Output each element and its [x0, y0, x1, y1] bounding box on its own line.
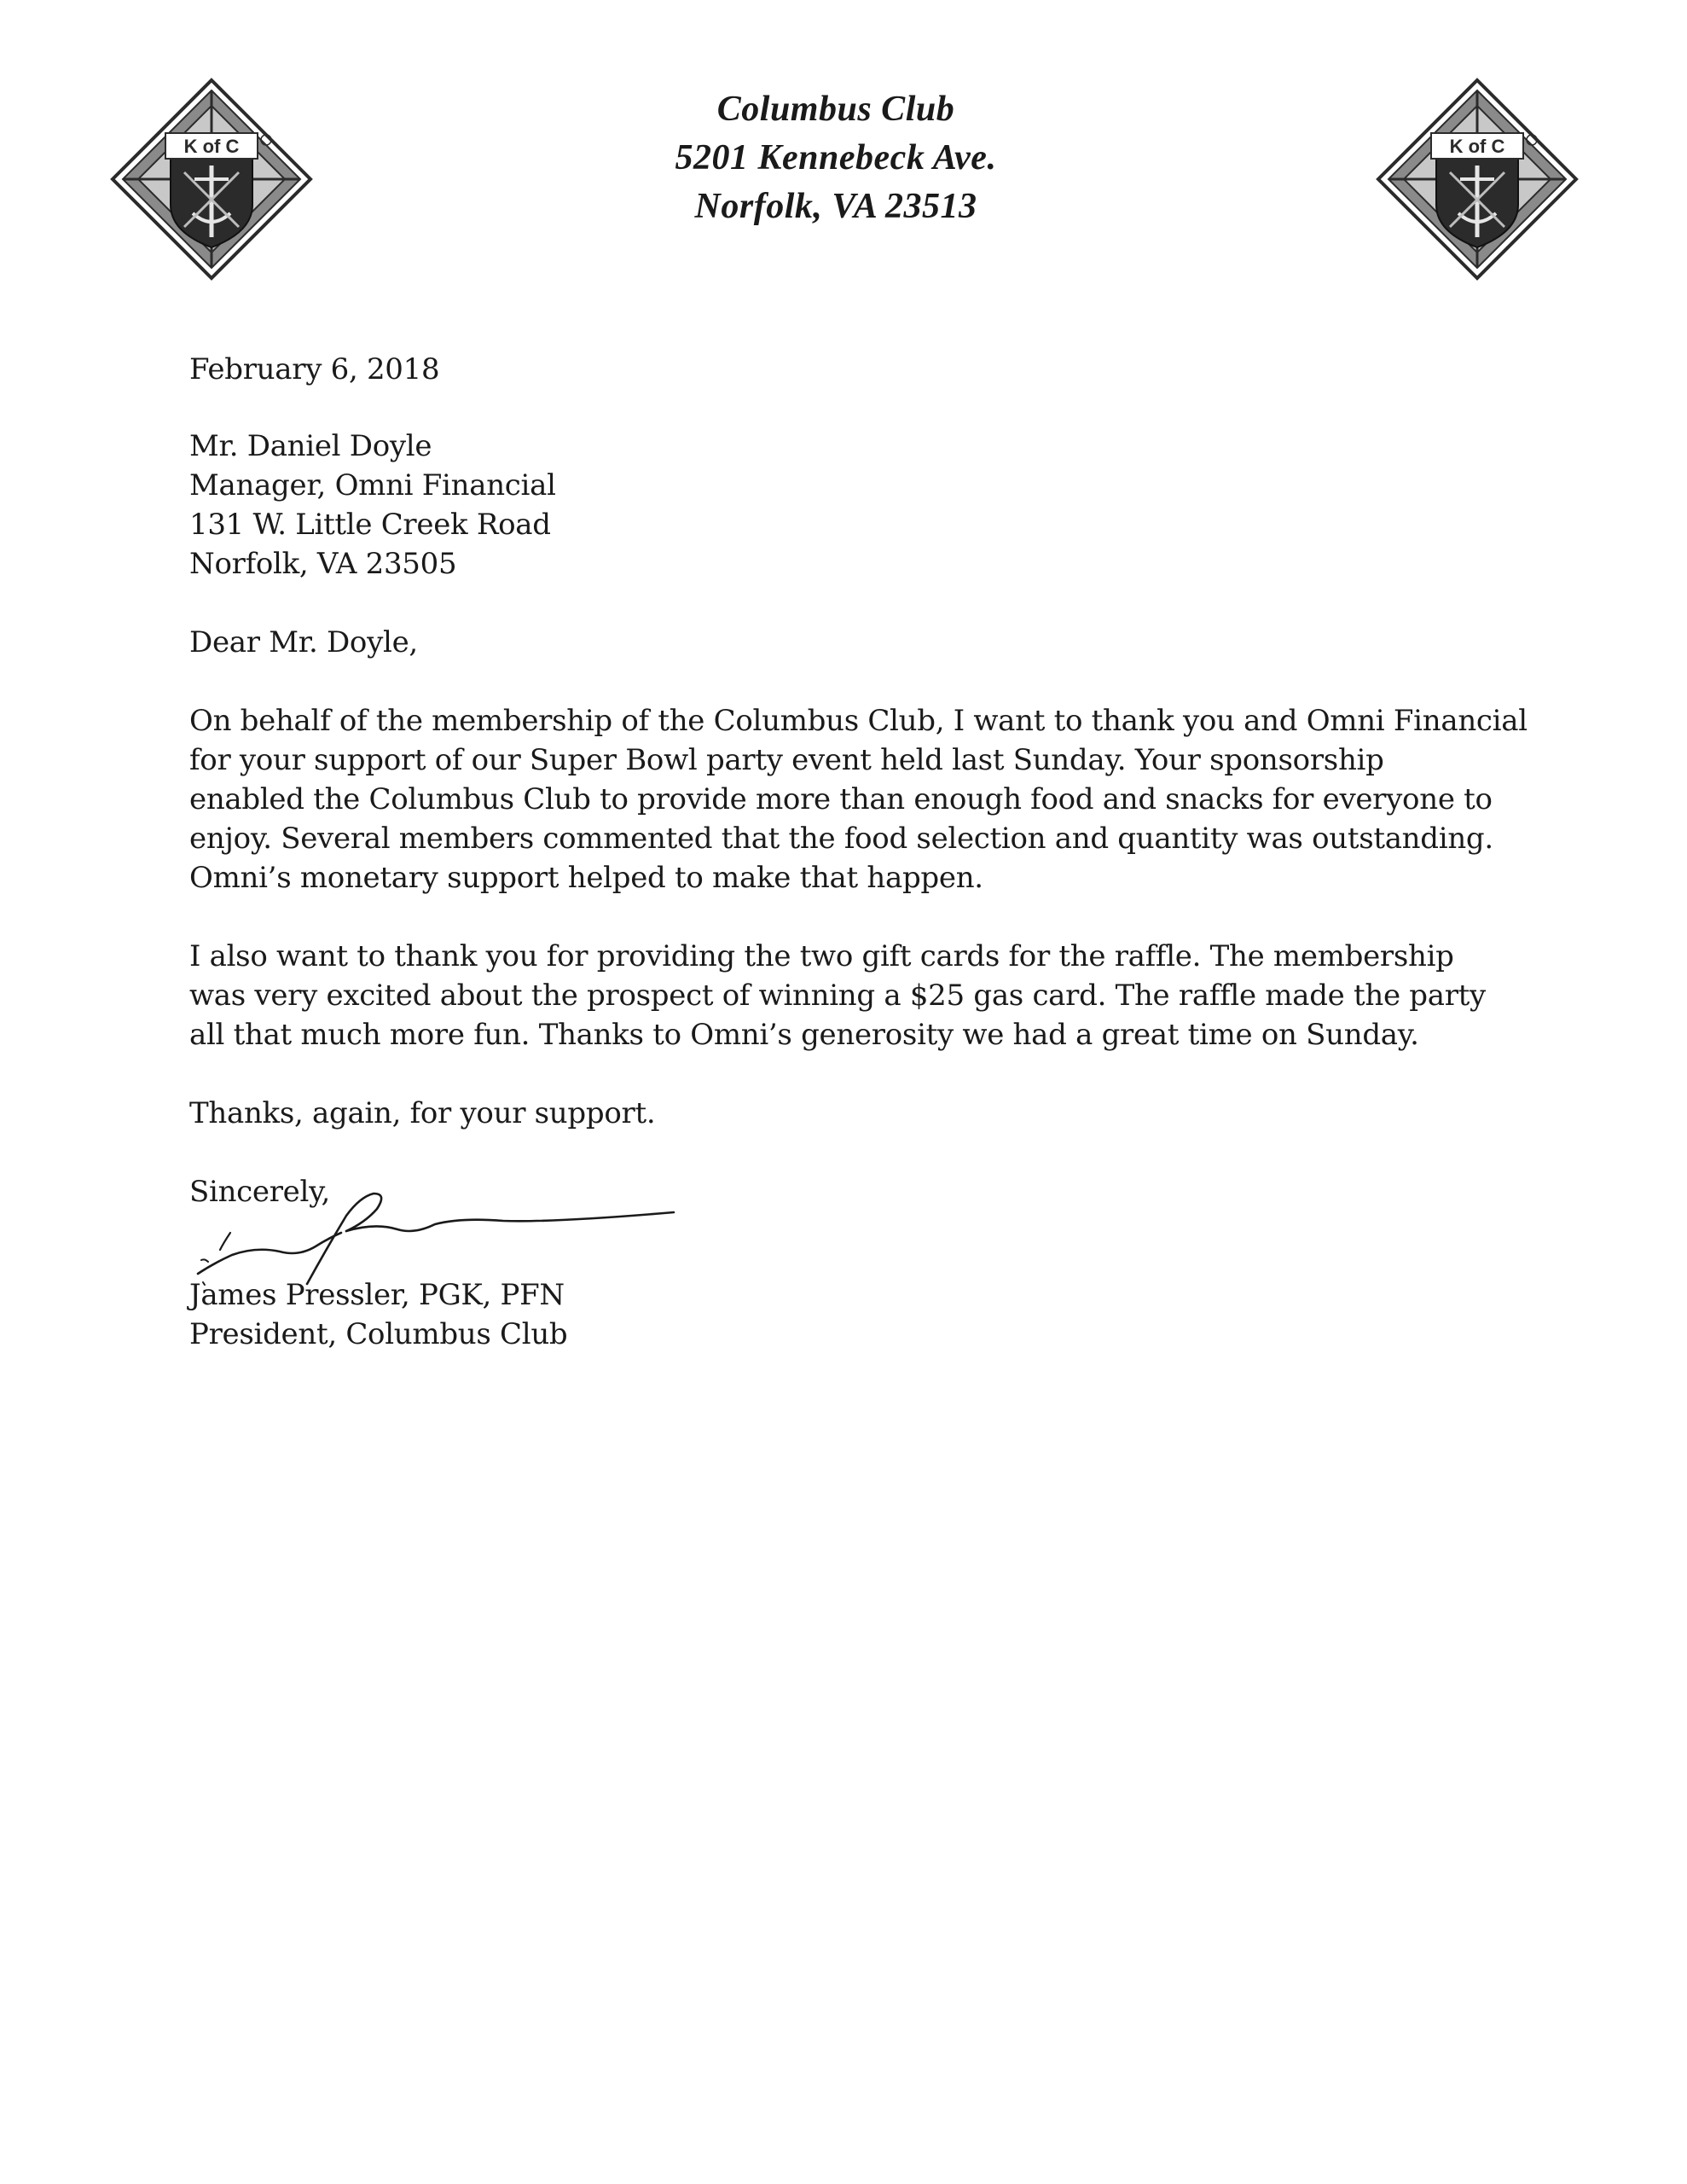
recipient-address [189, 427, 1520, 584]
emblem-text: K of C [183, 136, 240, 157]
recipient-name: Mr. Daniel Doyle [189, 429, 432, 463]
kofc-emblem-left [109, 77, 314, 282]
paragraph-line: On behalf of the membership of the Columbus Club, I want to thank you and Omni Financial [189, 704, 1528, 738]
handwritten-signature [179, 1182, 691, 1288]
salutation: Dear Mr. Doyle, [189, 625, 418, 659]
recipient-title: Manager, Omni Financial [189, 468, 556, 502]
paragraph-line: I also want to thank you for providing the two gift cards for the raffle. The membership [189, 939, 1454, 973]
paragraph-1 [189, 701, 1528, 897]
paragraph-line: all that much more fun. Thanks to Omni’s generosity we had a great time on Sunday. [189, 1018, 1419, 1052]
paragraph-line: was very excited about the prospect of winning a $25 gas card. The raffle made the party [189, 979, 1486, 1013]
club-street: 5201 Kennebeck Ave. [675, 138, 997, 177]
thanks-line: Thanks, again, for your support. [189, 1096, 656, 1130]
recipient-city: Norfolk, VA 23505 [189, 547, 457, 581]
signer-block [189, 1275, 567, 1354]
paragraph-2 [189, 937, 1520, 1054]
paragraph-line: enjoy. Several members commented that the food selection and quantity was outstanding. [189, 822, 1493, 856]
recipient-street: 131 W. Little Creek Road [189, 508, 551, 542]
paragraph-line: for your support of our Super Bowl party event held last Sunday. Your sponsorship [189, 743, 1384, 777]
signer-name: James Pressler, PGK, PFN [189, 1278, 565, 1312]
club-name: Columbus Club [716, 90, 955, 129]
letterhead [580, 85, 1092, 231]
letter-date: February 6, 2018 [189, 352, 440, 386]
club-city: Norfolk, VA 23513 [694, 187, 977, 226]
paragraph-line: Omni’s monetary support helped to make that happen. [189, 861, 983, 895]
paragraph-line: enabled the Columbus Club to provide more than enough food and snacks for everyone to [189, 782, 1493, 816]
emblem-text: K of C [1449, 136, 1505, 157]
closing: Sincerely, [189, 1175, 330, 1209]
signer-title: President, Columbus Club [189, 1317, 568, 1351]
kofc-emblem-right [1375, 77, 1580, 282]
letter-body [189, 350, 1528, 1211]
